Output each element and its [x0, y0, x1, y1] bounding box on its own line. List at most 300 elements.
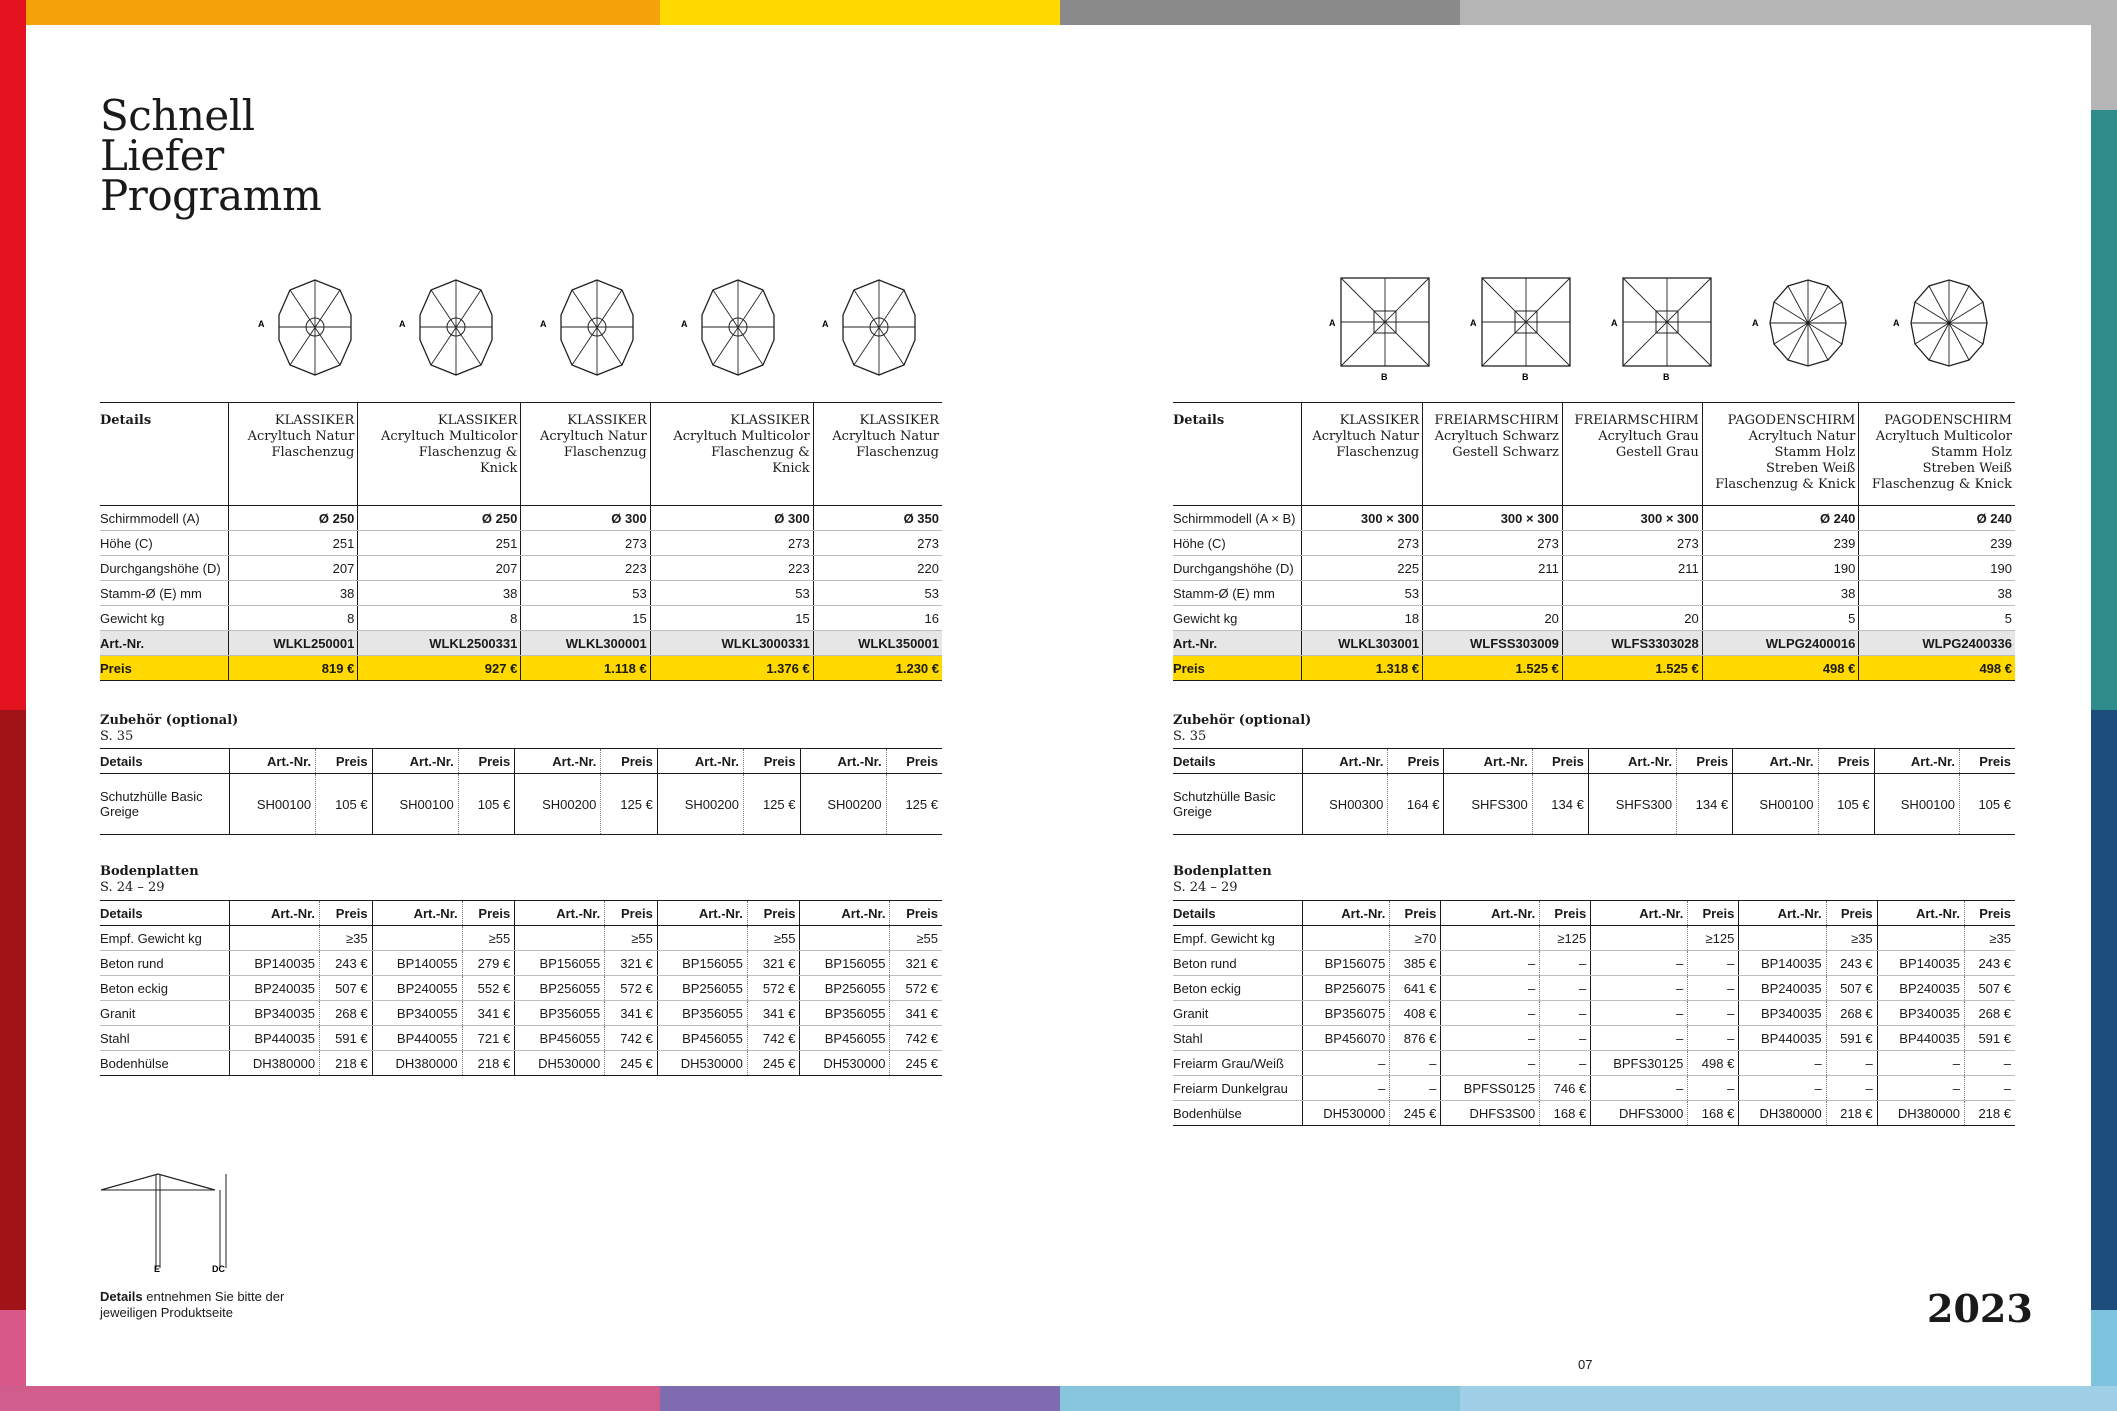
price-header: Preis: [601, 749, 658, 774]
art-nr-cell: BP240055: [372, 976, 462, 1001]
art-nr-header: Art.-Nr.: [1303, 749, 1388, 774]
art-nr-cell: BP456055: [800, 1026, 890, 1051]
price-cell: –: [1540, 1051, 1591, 1076]
frame-band-bottom-blue: [1060, 1386, 1460, 1411]
art-nr-cell: [1303, 926, 1390, 951]
spec-cell: 20: [1562, 606, 1702, 631]
price-cell: 105 €: [458, 774, 515, 835]
table-row: [1173, 1101, 2015, 1126]
art-nr-cell: SH00100: [1733, 774, 1818, 835]
left-baseplate-table: [100, 900, 942, 1076]
art-nr-cell: [1591, 926, 1688, 951]
dimension-label: A: [1893, 318, 1900, 328]
table-row: [1173, 1076, 2015, 1101]
price-header: Preis: [605, 901, 658, 926]
frame-band-bottom-purple: [660, 1386, 1060, 1411]
art-nr-cell: BP356055: [800, 1001, 890, 1026]
price-cell: 218 €: [1826, 1101, 1877, 1126]
table-row: [100, 1051, 942, 1076]
octagon-umbrella-icon: [678, 270, 798, 390]
row-label: [1173, 1076, 1303, 1101]
spec-cell: 1.376 €: [650, 656, 813, 681]
row-label-text: Bodenhülse: [100, 1055, 169, 1071]
header-line: Acryltuch Multicolor: [673, 429, 810, 444]
row-label: Art.-Nr.: [1173, 631, 1302, 656]
art-nr-cell: BP456055: [515, 1026, 605, 1051]
spec-cell: 1.318 €: [1302, 656, 1423, 681]
details-header: Details: [1173, 901, 1303, 926]
details-note: [100, 1289, 284, 1321]
price-cell: 341 €: [747, 1001, 800, 1026]
row-label: [100, 926, 230, 951]
price-header: Preis: [1688, 901, 1739, 926]
price-header: Preis: [462, 901, 515, 926]
art-nr-cell: BP240035: [1877, 976, 1964, 1001]
spec-cell: 1.118 €: [521, 656, 650, 681]
details-header: Details: [1173, 403, 1302, 506]
spec-cell: WLPG2400016: [1702, 631, 1859, 656]
art-nr-header: Art.-Nr.: [1588, 749, 1676, 774]
price-cell: 742 €: [747, 1026, 800, 1051]
spec-cell: 225: [1302, 556, 1423, 581]
price-cell: –: [1965, 1051, 2015, 1076]
price-cell: 498 €: [1688, 1051, 1739, 1076]
art-nr-cell: BP156075: [1303, 951, 1390, 976]
price-cell: ≥35: [320, 926, 373, 951]
row-label: [100, 1001, 230, 1026]
right-accessory-table: [1173, 748, 2015, 835]
price-cell: 125 €: [743, 774, 800, 835]
spec-cell: WLKL300001: [521, 631, 650, 656]
title-line: Schnell: [100, 91, 255, 140]
price-cell: –: [1540, 951, 1591, 976]
spec-cell: 239: [1859, 531, 2015, 556]
art-nr-cell: [800, 926, 890, 951]
dimension-label: A: [1752, 318, 1759, 328]
price-cell: –: [1965, 1076, 2015, 1101]
price-cell: 385 €: [1390, 951, 1441, 976]
row-label: Gewicht kg: [100, 606, 229, 631]
price-cell: 408 €: [1390, 1001, 1441, 1026]
section-title: Bodenplatten: [100, 864, 199, 879]
spec-cell: 300 × 300: [1562, 506, 1702, 531]
art-nr-cell: [1441, 926, 1540, 951]
price-cell: 552 €: [462, 976, 515, 1001]
art-nr-cell: DH380000: [1877, 1101, 1964, 1126]
spec-cell: [1423, 581, 1563, 606]
art-nr-cell: BP340055: [372, 1001, 462, 1026]
spec-row: [100, 556, 942, 581]
octagon-umbrella-icon: [255, 270, 375, 390]
row-label-text-2: Greige: [100, 804, 140, 819]
art-nr-header: Art.-Nr.: [800, 749, 886, 774]
frame-band-right-teal: [2091, 110, 2117, 710]
art-nr-cell: –: [1591, 1001, 1688, 1026]
price-cell: 218 €: [320, 1051, 373, 1076]
price-cell: ≥55: [747, 926, 800, 951]
spec-cell: 1.525 €: [1562, 656, 1702, 681]
art-nr-header: Art.-Nr.: [230, 749, 316, 774]
table-row: [1173, 976, 2015, 1001]
art-nr-cell: BP440035: [1877, 1026, 1964, 1051]
header-line: Acryltuch Multicolor: [381, 429, 518, 444]
section-title: Bodenplatten: [1173, 864, 1272, 879]
pagoda-umbrella-icon: [1889, 270, 2009, 390]
header-line: PAGODENSCHIRM: [1884, 413, 2012, 428]
dimension-label: A: [1611, 318, 1618, 328]
spec-row: [100, 506, 942, 531]
price-cell: 134 €: [1532, 774, 1588, 835]
spec-cell: 8: [358, 606, 521, 631]
art-nr-header: Art.-Nr.: [372, 901, 462, 926]
art-nr-cell: SH00100: [372, 774, 458, 835]
price-cell: ≥70: [1390, 926, 1441, 951]
row-label-text: Beton rund: [100, 955, 164, 971]
price-cell: –: [1826, 1051, 1877, 1076]
art-nr-cell: BP256055: [800, 976, 890, 1001]
spec-cell: 53: [813, 581, 942, 606]
row-label-text: Empf. Gewicht kg: [1173, 930, 1275, 946]
price-cell: –: [1688, 1076, 1739, 1101]
art-nr-cell: DH530000: [515, 1051, 605, 1076]
row-label-text: Beton rund: [1173, 955, 1237, 971]
header-line: FREIARMSCHIRM: [1434, 413, 1559, 428]
spec-cell: 53: [521, 581, 650, 606]
art-nr-cell: BP440055: [372, 1026, 462, 1051]
table-row: [100, 774, 942, 835]
art-nr-cell: BP256055: [657, 976, 747, 1001]
row-label: [1173, 926, 1303, 951]
spec-cell: 207: [229, 556, 358, 581]
price-cell: 572 €: [747, 976, 800, 1001]
price-cell: 572 €: [605, 976, 658, 1001]
product-column-header: [1423, 403, 1563, 506]
row-label: [100, 976, 230, 1001]
price-cell: 125 €: [886, 774, 942, 835]
right-accessory-heading: [1173, 713, 1311, 745]
dimension-label: B: [1663, 372, 1670, 382]
price-header: Preis: [747, 901, 800, 926]
price-cell: 279 €: [462, 951, 515, 976]
row-label-text: Empf. Gewicht kg: [100, 930, 202, 946]
art-nr-cell: BP140035: [230, 951, 320, 976]
art-nr-cell: SH00100: [230, 774, 316, 835]
dimension-label: A: [258, 319, 265, 329]
price-header: Preis: [890, 901, 942, 926]
price-cell: 507 €: [1826, 976, 1877, 1001]
art-nr-cell: BP356075: [1303, 1001, 1390, 1026]
octagon-umbrella-icon: [537, 270, 657, 390]
price-cell: 321 €: [747, 951, 800, 976]
price-cell: 243 €: [1826, 951, 1877, 976]
spec-cell: WLKL3000331: [650, 631, 813, 656]
spec-cell: WLFS3303028: [1562, 631, 1702, 656]
row-label-text: Bodenhülse: [1173, 1105, 1242, 1121]
spec-cell: 8: [229, 606, 358, 631]
row-label-text: Schutzhülle Basic: [100, 789, 203, 804]
row-label: Schirmmodell (A × B): [1173, 506, 1302, 531]
art-nr-cell: [515, 926, 605, 951]
row-label: [100, 774, 230, 835]
spec-cell: 53: [1302, 581, 1423, 606]
spec-row: [1173, 606, 2015, 631]
product-column-header: [1702, 403, 1859, 506]
art-nr-cell: –: [1441, 951, 1540, 976]
table-row: [1173, 1001, 2015, 1026]
art-nr-cell: BP256055: [515, 976, 605, 1001]
title-line: Programm: [100, 171, 322, 220]
price-cell: 321 €: [890, 951, 942, 976]
price-cell: 341 €: [890, 1001, 942, 1026]
price-cell: –: [1540, 1026, 1591, 1051]
price-header: Preis: [1826, 901, 1877, 926]
frame-band-top-gray: [1060, 0, 1460, 25]
details-header: Details: [100, 901, 230, 926]
table-row: [1173, 1051, 2015, 1076]
header-line: Acryltuch Natur: [247, 429, 355, 444]
section-title: Zubehör (optional): [100, 713, 239, 728]
row-label-text: Beton eckig: [1173, 980, 1241, 996]
spec-row: [1173, 556, 2015, 581]
table-row: [100, 926, 942, 951]
spec-row: [100, 531, 942, 556]
spec-cell: 927 €: [358, 656, 521, 681]
art-nr-header: Art.-Nr.: [1877, 901, 1964, 926]
price-cell: 243 €: [320, 951, 373, 976]
price-cell: –: [1540, 976, 1591, 1001]
art-nr-cell: DHFS3S00: [1441, 1101, 1540, 1126]
price-cell: 742 €: [605, 1026, 658, 1051]
art-nr-header: Art.-Nr.: [1591, 901, 1688, 926]
left-spec-table: [100, 402, 942, 681]
header-line: Knick: [772, 461, 810, 476]
art-nr-header: Art.-Nr.: [230, 901, 320, 926]
details-header: Details: [100, 403, 229, 506]
art-nr-cell: –: [1877, 1076, 1964, 1101]
art-nr-cell: –: [1591, 951, 1688, 976]
spec-cell: WLKL303001: [1302, 631, 1423, 656]
spec-header-row: [1173, 403, 2015, 506]
frame-band-bottom-lightblue: [1460, 1386, 2117, 1411]
price-cell: 507 €: [320, 976, 373, 1001]
art-nr-cell: BPFSS0125: [1441, 1076, 1540, 1101]
product-column-header: [1562, 403, 1702, 506]
row-label-text-2: Greige: [1173, 804, 1213, 819]
frame-band-top-lightgray: [1460, 0, 2117, 25]
spec-cell: 211: [1562, 556, 1702, 581]
spec-cell: 251: [358, 531, 521, 556]
header-line: Flaschenzug &: [418, 445, 518, 460]
table-header-row: [100, 749, 942, 774]
left-accessory-table: [100, 748, 942, 835]
art-nr-header: Art.-Nr.: [1733, 749, 1818, 774]
title-line: Liefer: [100, 131, 224, 180]
spec-cell: 273: [1302, 531, 1423, 556]
price-cell: 591 €: [1965, 1026, 2015, 1051]
right-baseplate-table: [1173, 900, 2015, 1126]
note-text-2: jeweiligen Produktseite: [100, 1305, 233, 1320]
spec-row: [100, 656, 942, 681]
art-nr-cell: BP240035: [230, 976, 320, 1001]
header-line: Acryltuch Grau: [1598, 429, 1699, 444]
table-header-row: [1173, 901, 2015, 926]
header-line: Flaschenzug: [856, 445, 939, 460]
art-nr-cell: –: [1739, 1076, 1826, 1101]
details-header: Details: [100, 749, 230, 774]
left-baseplate-heading: [100, 864, 199, 896]
art-nr-header: Art.-Nr.: [1739, 901, 1826, 926]
header-line: Acryltuch Natur: [1312, 429, 1420, 444]
header-line: Flaschenzug &: [711, 445, 810, 460]
page-number: 07: [1578, 1357, 1593, 1372]
price-cell: –: [1688, 1001, 1739, 1026]
art-nr-header: Art.-Nr.: [1441, 901, 1540, 926]
spec-cell: 498 €: [1702, 656, 1859, 681]
art-nr-cell: –: [1303, 1051, 1390, 1076]
row-label: Stamm-Ø (E) mm: [100, 581, 229, 606]
left-accessory-heading: [100, 713, 238, 745]
price-header: Preis: [1677, 749, 1733, 774]
row-label: Preis: [100, 656, 229, 681]
table-row: [100, 976, 942, 1001]
price-cell: 591 €: [320, 1026, 373, 1051]
art-nr-cell: [657, 926, 747, 951]
table-row: [1173, 926, 2015, 951]
price-cell: 641 €: [1390, 976, 1441, 1001]
price-cell: 218 €: [462, 1051, 515, 1076]
table-row: [100, 1026, 942, 1051]
product-column-header: [1302, 403, 1423, 506]
price-cell: 341 €: [462, 1001, 515, 1026]
section-page-ref: S. 24 – 29: [1173, 880, 1238, 895]
art-nr-cell: BP340035: [1877, 1001, 1964, 1026]
price-header: Preis: [1390, 901, 1441, 926]
art-nr-cell: BP156055: [800, 951, 890, 976]
spec-row: [1173, 656, 2015, 681]
art-nr-cell: SH00200: [657, 774, 743, 835]
price-cell: 243 €: [1965, 951, 2015, 976]
price-cell: 168 €: [1540, 1101, 1591, 1126]
spec-row: [100, 631, 942, 656]
spec-row: [1173, 506, 2015, 531]
art-nr-cell: DH380000: [372, 1051, 462, 1076]
table-row: [1173, 774, 2015, 835]
spec-cell: 190: [1859, 556, 2015, 581]
art-nr-header: Art.-Nr.: [800, 901, 890, 926]
header-line: KLASSIKER: [567, 413, 647, 428]
header-line: Stamm Holz: [1774, 445, 1856, 460]
price-header: Preis: [1818, 749, 1874, 774]
spec-cell: 819 €: [229, 656, 358, 681]
art-nr-cell: BP240035: [1739, 976, 1826, 1001]
price-header: Preis: [1959, 749, 2015, 774]
price-cell: 746 €: [1540, 1076, 1591, 1101]
price-cell: 591 €: [1826, 1026, 1877, 1051]
dimension-label: A: [540, 319, 547, 329]
row-label-text: Stahl: [1173, 1030, 1203, 1046]
umbrella-sideview-icon: [100, 1170, 240, 1280]
row-label: Schirmmodell (A): [100, 506, 229, 531]
dimension-label: A: [399, 319, 406, 329]
row-label: Höhe (C): [1173, 531, 1302, 556]
square-umbrella-icon: [1325, 270, 1445, 390]
header-line: KLASSIKER: [859, 413, 939, 428]
right-baseplate-heading: [1173, 864, 1272, 896]
square-umbrella-icon: [1607, 270, 1727, 390]
page-title: [100, 91, 322, 220]
dimension-label: B: [1522, 372, 1529, 382]
art-nr-cell: BPFS30125: [1591, 1051, 1688, 1076]
price-cell: –: [1540, 1001, 1591, 1026]
spec-cell: 273: [813, 531, 942, 556]
header-line: FREIARMSCHIRM: [1574, 413, 1699, 428]
frame-band-top-yellow: [660, 0, 1060, 25]
art-nr-header: Art.-Nr.: [657, 749, 743, 774]
right-spec-table: [1173, 402, 2015, 681]
art-nr-cell: BP456055: [657, 1026, 747, 1051]
price-cell: 245 €: [1390, 1101, 1441, 1126]
table-row: [1173, 1026, 2015, 1051]
art-nr-cell: –: [1303, 1076, 1390, 1101]
header-line: KLASSIKER: [437, 413, 518, 428]
price-cell: 105 €: [1818, 774, 1874, 835]
row-label: [1173, 951, 1303, 976]
row-label-text: Granit: [100, 1005, 136, 1021]
art-nr-cell: [1739, 926, 1826, 951]
art-nr-cell: BP340035: [1739, 1001, 1826, 1026]
spec-cell: 38: [1702, 581, 1859, 606]
price-cell: 164 €: [1388, 774, 1444, 835]
art-nr-cell: DH530000: [657, 1051, 747, 1076]
art-nr-header: Art.-Nr.: [372, 749, 458, 774]
row-label: Gewicht kg: [1173, 606, 1302, 631]
art-nr-header: Art.-Nr.: [657, 901, 747, 926]
price-cell: 245 €: [890, 1051, 942, 1076]
art-nr-header: Art.-Nr.: [1444, 749, 1532, 774]
page-sheet: [26, 25, 2091, 1386]
price-header: Preis: [1965, 901, 2015, 926]
price-cell: –: [1688, 951, 1739, 976]
row-label: [100, 1026, 230, 1051]
spec-cell: 211: [1423, 556, 1563, 581]
spec-cell: WLFSS303009: [1423, 631, 1563, 656]
art-nr-cell: –: [1441, 976, 1540, 1001]
row-label: [100, 951, 230, 976]
price-cell: 245 €: [605, 1051, 658, 1076]
spec-cell: 15: [521, 606, 650, 631]
price-cell: 245 €: [747, 1051, 800, 1076]
spec-cell: 20: [1423, 606, 1563, 631]
price-cell: 105 €: [316, 774, 373, 835]
details-header: Details: [1173, 749, 1303, 774]
spec-cell: 239: [1702, 531, 1859, 556]
table-row: [100, 1001, 942, 1026]
frame-band-left-red: [0, 0, 26, 710]
pagoda-umbrella-icon: [1748, 270, 1868, 390]
header-line: Acryltuch Multicolor: [1875, 429, 2012, 444]
spec-cell: Ø 250: [229, 506, 358, 531]
art-nr-cell: BP156055: [515, 951, 605, 976]
table-header-row: [100, 901, 942, 926]
spec-cell: WLKL2500331: [358, 631, 521, 656]
spec-cell: 273: [650, 531, 813, 556]
header-line: Flaschenzug: [1336, 445, 1420, 460]
art-nr-cell: DHFS3000: [1591, 1101, 1688, 1126]
section-page-ref: S. 35: [100, 729, 134, 744]
art-nr-header: Art.-Nr.: [515, 749, 601, 774]
header-line: Flaschenzug & Knick: [1871, 477, 2012, 492]
art-nr-cell: BP356055: [515, 1001, 605, 1026]
